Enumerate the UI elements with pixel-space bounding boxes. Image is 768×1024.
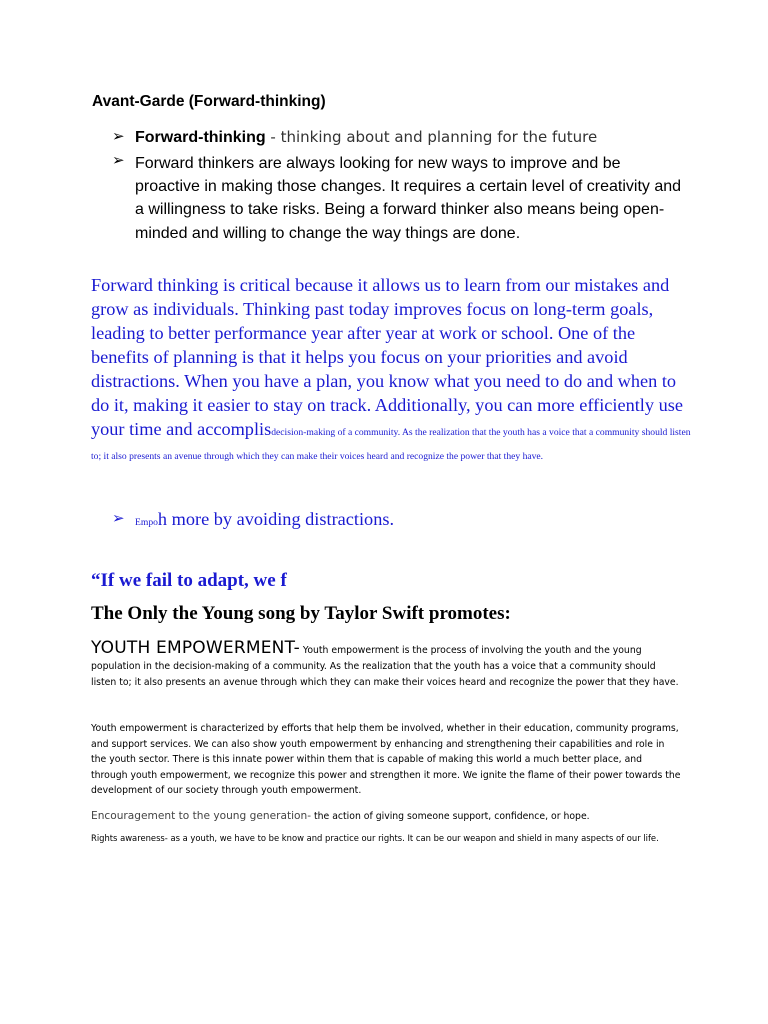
youth-empowerment-definition: Youth empowerment is the process of involving the youth and the young population in the decision-making of a community. As the realization that the youth has a voice that a community should listen to; it also presents an avenue through which they can make their voices heard and recognize the power that they have. — [91, 645, 679, 688]
quote-text: “If we fail to adapt, we f — [91, 570, 287, 591]
arrow-bullet-icon: ➢ — [112, 511, 125, 527]
forward-thinking-paragraph — [91, 273, 691, 465]
term-definition: - thinking about and planning for the future — [265, 128, 598, 146]
encouragement-label: Encouragement to the young generation- — [91, 810, 312, 822]
bullet-text — [112, 509, 394, 529]
arrow-bullet-icon: ➢ — [112, 152, 125, 169]
bullet-item-distractions — [112, 508, 394, 534]
paragraph-main-text: Forward thinking is critical because it allows us to learn from our mistakes and grow as individuals. Thinking past today improves focus on long-term goals, leading to better performance year after year at work or school. One of the benefits of planning is that it helps you focus on your priorities and avoid distractions. When you have a plan, you know what you need to do and when to do it, making it easier to stay on track. Additionally, you can more efficiently use your time and accomplis — [91, 275, 683, 439]
song-heading: The Only the Young song by Taylor Swift promotes: — [91, 603, 511, 624]
bullet-list — [112, 128, 682, 245]
bullet-item-definition — [112, 128, 682, 147]
term-label: Forward-thinking — [135, 129, 266, 146]
bullet-text: Forward thinkers are always looking for new ways to improve and be proactive in making those changes. It requires a certain level of creativity and a willingness to take risks. Being a forward thinker also means being open-minded and willing to change the way things are done. — [135, 155, 682, 242]
bullet-rest-text: h more by avoiding distractions. — [157, 509, 395, 529]
encouragement-paragraph — [91, 808, 681, 825]
youth-empowerment-details: Youth empowerment is characterized by efforts that help them be involved, whether in their education, community programs, and support services. We can also show youth empowerment by enhancing and strengthening their capabilities and role in the youth sector. There is this innate power within them that is capable of making this world a much better place, and through youth empowerment, we recognize this power and strengthen it more. We ignite the flame of their power towards the development of our society through youth empowerment. — [91, 723, 681, 796]
bullet-small-fragment: Empo — [135, 517, 158, 528]
bullet-item-description — [112, 152, 682, 245]
encouragement-text: the action of giving someone support, confidence, or hope. — [311, 811, 590, 822]
youth-empowerment-paragraph — [91, 640, 681, 691]
paragraph-overlap-text: decision-making of a community. As the realization that the youth has a voice that a community should listen to; it also presents an avenue through which they can make their voices heard and recognize the power that they have. — [91, 427, 691, 462]
section-heading: Avant-Garde (Forward-thinking) — [92, 93, 326, 110]
rights-awareness-paragraph: Rights awareness- as a youth, we have to be know and practice our rights. It can be our weapon and shield in many aspects of our life. — [91, 833, 659, 843]
arrow-bullet-icon: ➢ — [112, 128, 125, 145]
youth-empowerment-title: YOUTH EMPOWERMENT- — [91, 638, 300, 658]
